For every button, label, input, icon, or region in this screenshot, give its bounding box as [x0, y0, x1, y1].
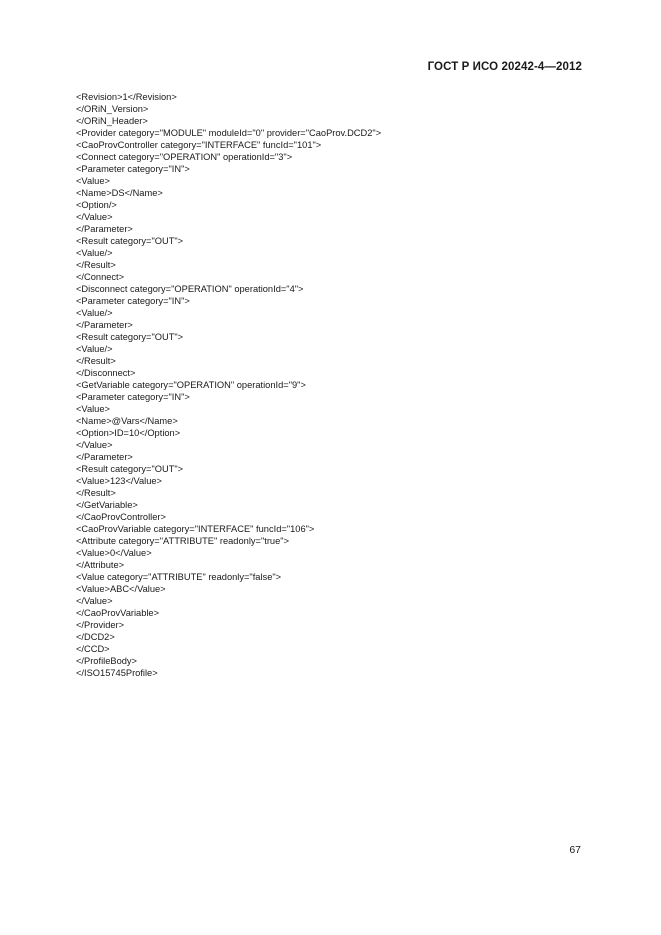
code-line: <CaoProvVariable category="INTERFACE" funcId="106">	[76, 524, 315, 534]
code-line: </CaoProvController>	[76, 512, 166, 522]
code-line: <Attribute category="ATTRIBUTE" readonly="true">	[76, 536, 290, 546]
code-line: </Parameter>	[76, 320, 133, 330]
code-line: </Value>	[76, 596, 113, 606]
code-line: </Value>	[76, 212, 113, 222]
code-line: <Option/>	[76, 200, 117, 210]
code-line: <Parameter category="IN">	[76, 296, 190, 306]
code-line: </Provider>	[76, 620, 125, 630]
code-line: </Result>	[76, 260, 116, 270]
code-line: </Parameter>	[76, 452, 133, 462]
code-line: <Result category="OUT">	[76, 464, 184, 474]
code-line: </ORiN_Header>	[76, 116, 148, 126]
code-line: <Revision>1</Revision>	[76, 92, 177, 102]
code-line: </Result>	[76, 488, 116, 498]
code-line: </DCD2>	[76, 632, 115, 642]
code-line: <Value>	[76, 404, 110, 414]
code-line: </Result>	[76, 356, 116, 366]
code-line: </CaoProvVariable>	[76, 608, 160, 618]
code-line: <Result category="OUT">	[76, 236, 184, 246]
code-line: </CCD>	[76, 644, 110, 654]
standard-header: ГОСТ Р ИСО 20242-4—2012	[427, 61, 582, 73]
code-line: </Attribute>	[76, 560, 125, 570]
code-line: </ISO15745Profile>	[76, 668, 158, 678]
code-line: </GetVariable>	[76, 500, 138, 510]
code-line: <Parameter category="IN">	[76, 164, 190, 174]
code-line: <Disconnect category="OPERATION" operationId="4">	[76, 284, 304, 294]
code-line: <Connect category="OPERATION" operationId="3">	[76, 152, 293, 162]
code-line: <Value>0</Value>	[76, 548, 152, 558]
code-line: <Value>	[76, 176, 110, 186]
code-line: <Parameter category="IN">	[76, 392, 190, 402]
code-line: <Provider category="MODULE" moduleId="0" provider="CaoProv.DCD2">	[76, 128, 382, 138]
code-line: </ProfileBody>	[76, 656, 137, 666]
code-line: <Value/>	[76, 344, 113, 354]
code-line: <Result category="OUT">	[76, 332, 184, 342]
code-line: <Value>ABC</Value>	[76, 584, 166, 594]
code-line: <Value>123</Value>	[76, 476, 162, 486]
code-line: </Disconnect>	[76, 368, 136, 378]
xml-code-listing	[76, 91, 381, 679]
code-line: </ORiN_Version>	[76, 104, 149, 114]
code-line: <Value category="ATTRIBUTE" readonly="false">	[76, 572, 282, 582]
code-line: <Value/>	[76, 248, 113, 258]
code-line: <Name>@Vars</Name>	[76, 416, 178, 426]
code-line: </Parameter>	[76, 224, 133, 234]
code-line: <GetVariable category="OPERATION" operationId="9">	[76, 380, 306, 390]
code-line: <Option>ID=10</Option>	[76, 428, 181, 438]
code-line: <CaoProvController category="INTERFACE" funcId="101">	[76, 140, 322, 150]
code-line: <Name>DS</Name>	[76, 188, 163, 198]
code-line: </Value>	[76, 440, 113, 450]
code-line: </Connect>	[76, 272, 125, 282]
code-line: <Value/>	[76, 308, 113, 318]
page-number: 67	[569, 844, 581, 856]
